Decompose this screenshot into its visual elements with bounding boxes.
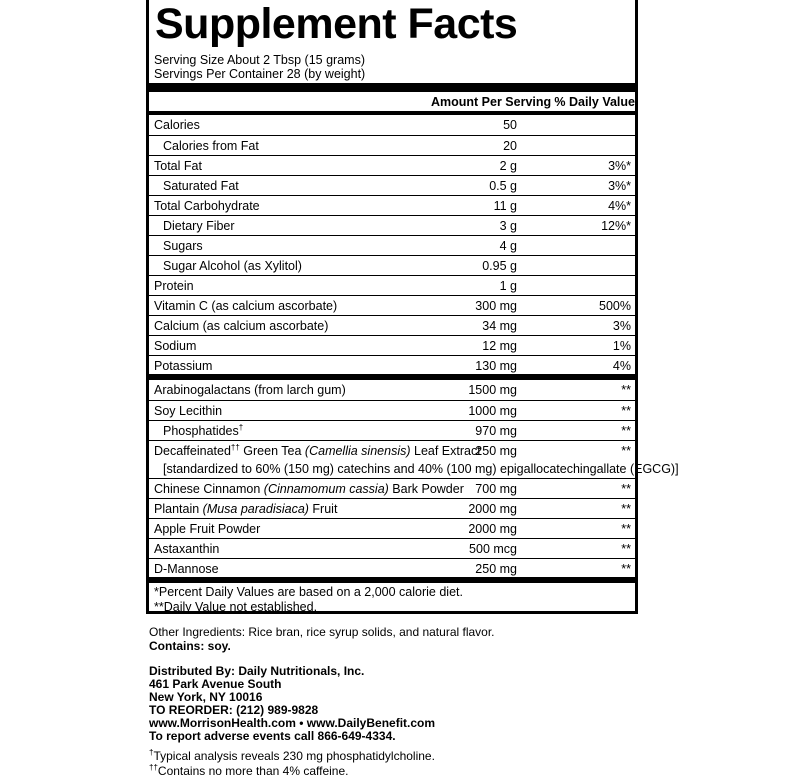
ingredient-dv: **: [621, 424, 631, 438]
ingredient-row: [149, 400, 635, 420]
ingredient-amount: 700 mg: [475, 482, 517, 496]
reorder-line: TO REORDER: (212) 989-9828: [149, 703, 319, 717]
distributor-address: 461 Park Avenue South: [149, 677, 282, 691]
nutrient-dv: 3%*: [608, 179, 631, 193]
nutrient-name: Protein: [154, 279, 194, 293]
ingredient-name: Arabinogalactans (from larch gum): [154, 383, 346, 397]
nutrient-name: Sugar Alcohol (as Xylitol): [163, 259, 302, 273]
nutrient-name: Dietary Fiber: [163, 219, 235, 233]
ingredient-amount: 1500 mg: [468, 383, 517, 397]
ingredient-dv: **: [621, 482, 631, 496]
thick-divider: [149, 83, 635, 92]
panel-title: Supplement Facts: [155, 0, 518, 48]
adverse-events: To report adverse events call 866-649-4334.: [149, 729, 396, 743]
nutrient-dv: 1%: [612, 339, 631, 353]
double-dagger-note: ††Contains no more than 4% caffeine.: [149, 763, 349, 778]
nutrient-name: Potassium: [154, 359, 213, 373]
ingredient-amount: 970 mg: [475, 424, 517, 438]
ingredient-amount: 1000 mg: [468, 404, 517, 418]
nutrient-row: [149, 155, 635, 175]
thick-divider: [149, 577, 635, 583]
ingredient-dv: **: [621, 502, 631, 516]
contains-statement: Contains: soy.: [149, 639, 231, 653]
nutrient-name: Sugars: [163, 239, 203, 253]
nutrient-row: [149, 355, 635, 375]
nutrient-name: Calories from Fat: [163, 139, 259, 153]
nutrient-amount: 20: [503, 139, 517, 153]
distributor-city: New York, NY 10016: [149, 690, 263, 704]
nutrient-name: Calories: [154, 118, 200, 132]
ingredient-row: [149, 440, 679, 478]
ingredient-dv: **: [621, 542, 631, 556]
ingredient-standardization: [standardized to 60% (150 mg) catechins and 40% (100 mg) epigallocatechingallate (EGCG)]: [163, 462, 679, 476]
nutrient-amount: 34 mg: [482, 319, 517, 333]
header-amount: Amount Per Serving: [431, 95, 552, 109]
ingredient-row: [149, 380, 635, 400]
ingredient-name: Plantain (Musa paradisiaca) Fruit: [154, 502, 338, 516]
dagger-note: †Typical analysis reveals 230 mg phosphatidylcholine.: [149, 748, 435, 763]
nutrient-row: [149, 315, 635, 335]
nutrient-dv: 500%: [599, 299, 631, 313]
ingredient-dv: **: [621, 383, 631, 397]
ingredient-row: [149, 518, 635, 538]
nutrient-name: Total Fat: [154, 159, 202, 173]
table-header: [149, 93, 635, 111]
nutrient-row: [149, 115, 635, 135]
nutrient-name: Saturated Fat: [163, 179, 239, 193]
ingredient-name: D-Mannose: [154, 562, 219, 576]
nutrient-row: [149, 195, 635, 215]
nutrient-row: [149, 235, 635, 255]
nutrient-row: [149, 135, 635, 155]
nutrient-amount: 50: [503, 118, 517, 132]
nutrient-amount: 4 g: [499, 239, 517, 253]
ingredient-name: Astaxanthin: [154, 542, 220, 556]
nutrient-name: Total Carbohydrate: [154, 199, 260, 213]
nutrient-name: Sodium: [154, 339, 197, 353]
other-ingredients: Other Ingredients: Rice bran, rice syrup solids, and natural flavor.: [149, 625, 495, 639]
servings-per-container: Servings Per Container 28 (by weight): [154, 67, 366, 81]
ingredient-dv: **: [621, 562, 631, 576]
ingredient-name: Chinese Cinnamon (Cinnamomum cassia) Bark Powder: [154, 482, 464, 496]
ingredient-dv: **: [621, 444, 631, 458]
ingredient-name: Phosphatides†: [163, 422, 244, 438]
nutrient-row: [149, 255, 635, 275]
websites: www.MorrisonHealth.com • www.DailyBenefit.com: [149, 716, 436, 730]
nutrient-row: [149, 275, 635, 295]
nutrient-amount: 3 g: [499, 219, 517, 233]
nutrient-row: [149, 295, 635, 315]
ingredient-row: [149, 558, 635, 578]
nutrient-row: [149, 175, 635, 195]
ingredient-name: Apple Fruit Powder: [154, 522, 261, 536]
nutrient-amount: 2 g: [499, 159, 517, 173]
nutrient-dv: 4%*: [608, 199, 631, 213]
serving-size: Serving Size About 2 Tbsp (15 grams): [154, 53, 365, 67]
nutrient-dv: 4%: [612, 359, 631, 373]
nutrient-amount: 0.95 g: [482, 259, 517, 273]
footnote-dv: *Percent Daily Values are based on a 2,000 calorie diet.: [154, 585, 463, 599]
ingredient-row: [149, 538, 635, 558]
ingredient-name: Decaffeinated†† Green Tea (Camellia sinensis) Leaf Extract: [154, 442, 481, 458]
nutrient-row: [149, 335, 635, 355]
nutrient-amount: 130 mg: [475, 359, 517, 373]
ingredient-amount: 250 mg: [475, 562, 517, 576]
ingredient-amount: 2000 mg: [468, 502, 517, 516]
ingredient-dv: **: [621, 522, 631, 536]
nutrient-dv: 12%*: [601, 219, 631, 233]
ingredient-name: Soy Lecithin: [154, 404, 223, 418]
ingredient-amount: 250 mg: [475, 444, 517, 458]
ingredient-amount: 500 mcg: [469, 542, 517, 556]
footnote-not-established: **Daily Value not established.: [154, 600, 318, 614]
ingredient-dv: **: [621, 404, 631, 418]
nutrient-dv: 3%: [612, 319, 631, 333]
ingredient-row: [149, 498, 635, 518]
nutrient-amount: 11 g: [493, 199, 517, 213]
ingredient-row: [149, 478, 635, 498]
nutrient-name: Vitamin C (as calcium ascorbate): [154, 299, 338, 313]
nutrient-name: Calcium (as calcium ascorbate): [154, 319, 329, 333]
ingredient-amount: 2000 mg: [468, 522, 517, 536]
nutrient-amount: 1 g: [499, 279, 517, 293]
nutrient-dv: 3%*: [608, 159, 631, 173]
nutrient-row: [149, 215, 635, 235]
distributor-line: Distributed By: Daily Nutritionals, Inc.: [149, 664, 365, 678]
header-dv: % Daily Value: [554, 95, 635, 109]
nutrient-amount: 0.5 g: [489, 179, 517, 193]
supplement-facts-panel: [146, 0, 679, 614]
nutrient-amount: 12 mg: [482, 339, 517, 353]
nutrient-amount: 300 mg: [475, 299, 517, 313]
ingredient-row: [149, 420, 635, 440]
